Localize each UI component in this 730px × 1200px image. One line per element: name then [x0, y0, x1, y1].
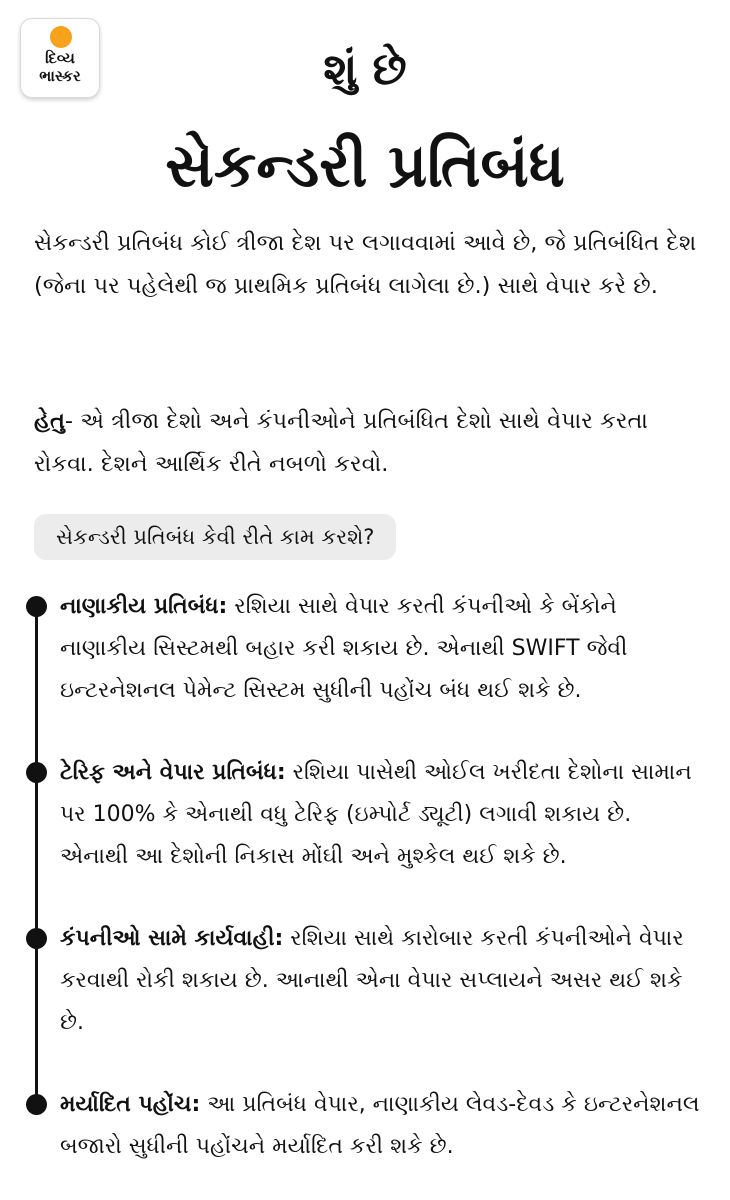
item-heading: મર્યાદિત પહોંચ:	[60, 1092, 201, 1117]
item-text: આ પ્રતિબંધ વેપાર, નાણાકીય લેવડ-દેવડ કે ઇન્ટરનેશનલ બજારો સુધીની પહોંચને મર્યાદિત કરી શકે છે.	[60, 1092, 700, 1159]
title-line2: સેકન્ડરી પ્રતિબંધ	[165, 131, 565, 201]
item-text: રશિયા પાસેથી ઓઈલ ખરીદતા દેશોના સામાન પર 100% કે એનાથી વધુ ટેરિફ (ઇમ્પોર્ટ ડ્યૂટી) લગાવી શકાય છે. એનાથી આ દેશોની નિકાસ મોંઘી અને મુશ્કેલ થઈ શકે છે.	[60, 760, 692, 869]
timeline-dot-3	[26, 928, 47, 949]
intro-paragraph: સેકન્ડરી પ્રતિબંધ કોઈ ત્રીજા દેશ પર લગાવવામાં આવે છે, જે પ્રતિબંધિત દેશ (જેના પર પહેલેથી જ પ્રાથમિક પ્રતિબંધ લાગેલા છે.) સાથે વેપાર કરે છે.	[34, 230, 697, 299]
timeline-dot-1	[26, 596, 47, 617]
purpose-text: - એ ત્રીજા દેશો અને કંપનીઓને પ્રતિબંધિત દેશો સાથે વેપાર કરતા રોકવા. દેશને આર્થિક રીતે નબળો કરવો.	[34, 408, 648, 477]
timeline-dot-2	[26, 762, 47, 783]
timeline-dot-4	[26, 1094, 47, 1115]
item-text: રશિયા સાથે વેપાર કરતી કંપનીઓ કે બેંકોને નાણાકીય સિસ્ટમથી બહાર કરી શકાય છે. એનાથી SWIFT જેવી ઇન્ટરનેશનલ પેમેન્ટ સિસ્ટમ સુધીની પહોંચ બંધ થઈ શકે છે.	[60, 594, 628, 703]
item-heading: નાણાકીય પ્રતિબંધ:	[60, 594, 228, 619]
logo-line1: દિવ્ય	[45, 49, 75, 67]
item-heading: ટેરિફ અને વેપાર પ્રતિબંધ:	[60, 760, 286, 785]
item-tariff-trade-sanctions	[60, 752, 705, 878]
item-heading: કંપનીઓ સામે કાર્યવાહી:	[60, 926, 284, 951]
purpose-label: હેતુ	[34, 408, 65, 434]
timeline-line	[35, 606, 38, 1106]
title-line1: શું છે	[323, 44, 407, 95]
purpose-paragraph	[34, 400, 704, 486]
logo-line2: ભાસ્કર	[39, 67, 81, 85]
item-action-against-companies	[60, 918, 705, 1044]
item-limited-access	[60, 1084, 705, 1168]
section-heading: સેકન્ડરી પ્રતિબંધ કેવી રીતે કામ કરશે?	[34, 514, 396, 560]
item-text: રશિયા સાથે કારોબાર કરતી કંપનીઓને વેપાર કરવાથી રોકી શકાય છે. આનાથી એના વેપાર સપ્લાયને અસર થઈ શકે છે.	[60, 926, 684, 1035]
item-financial-sanctions	[60, 586, 705, 712]
